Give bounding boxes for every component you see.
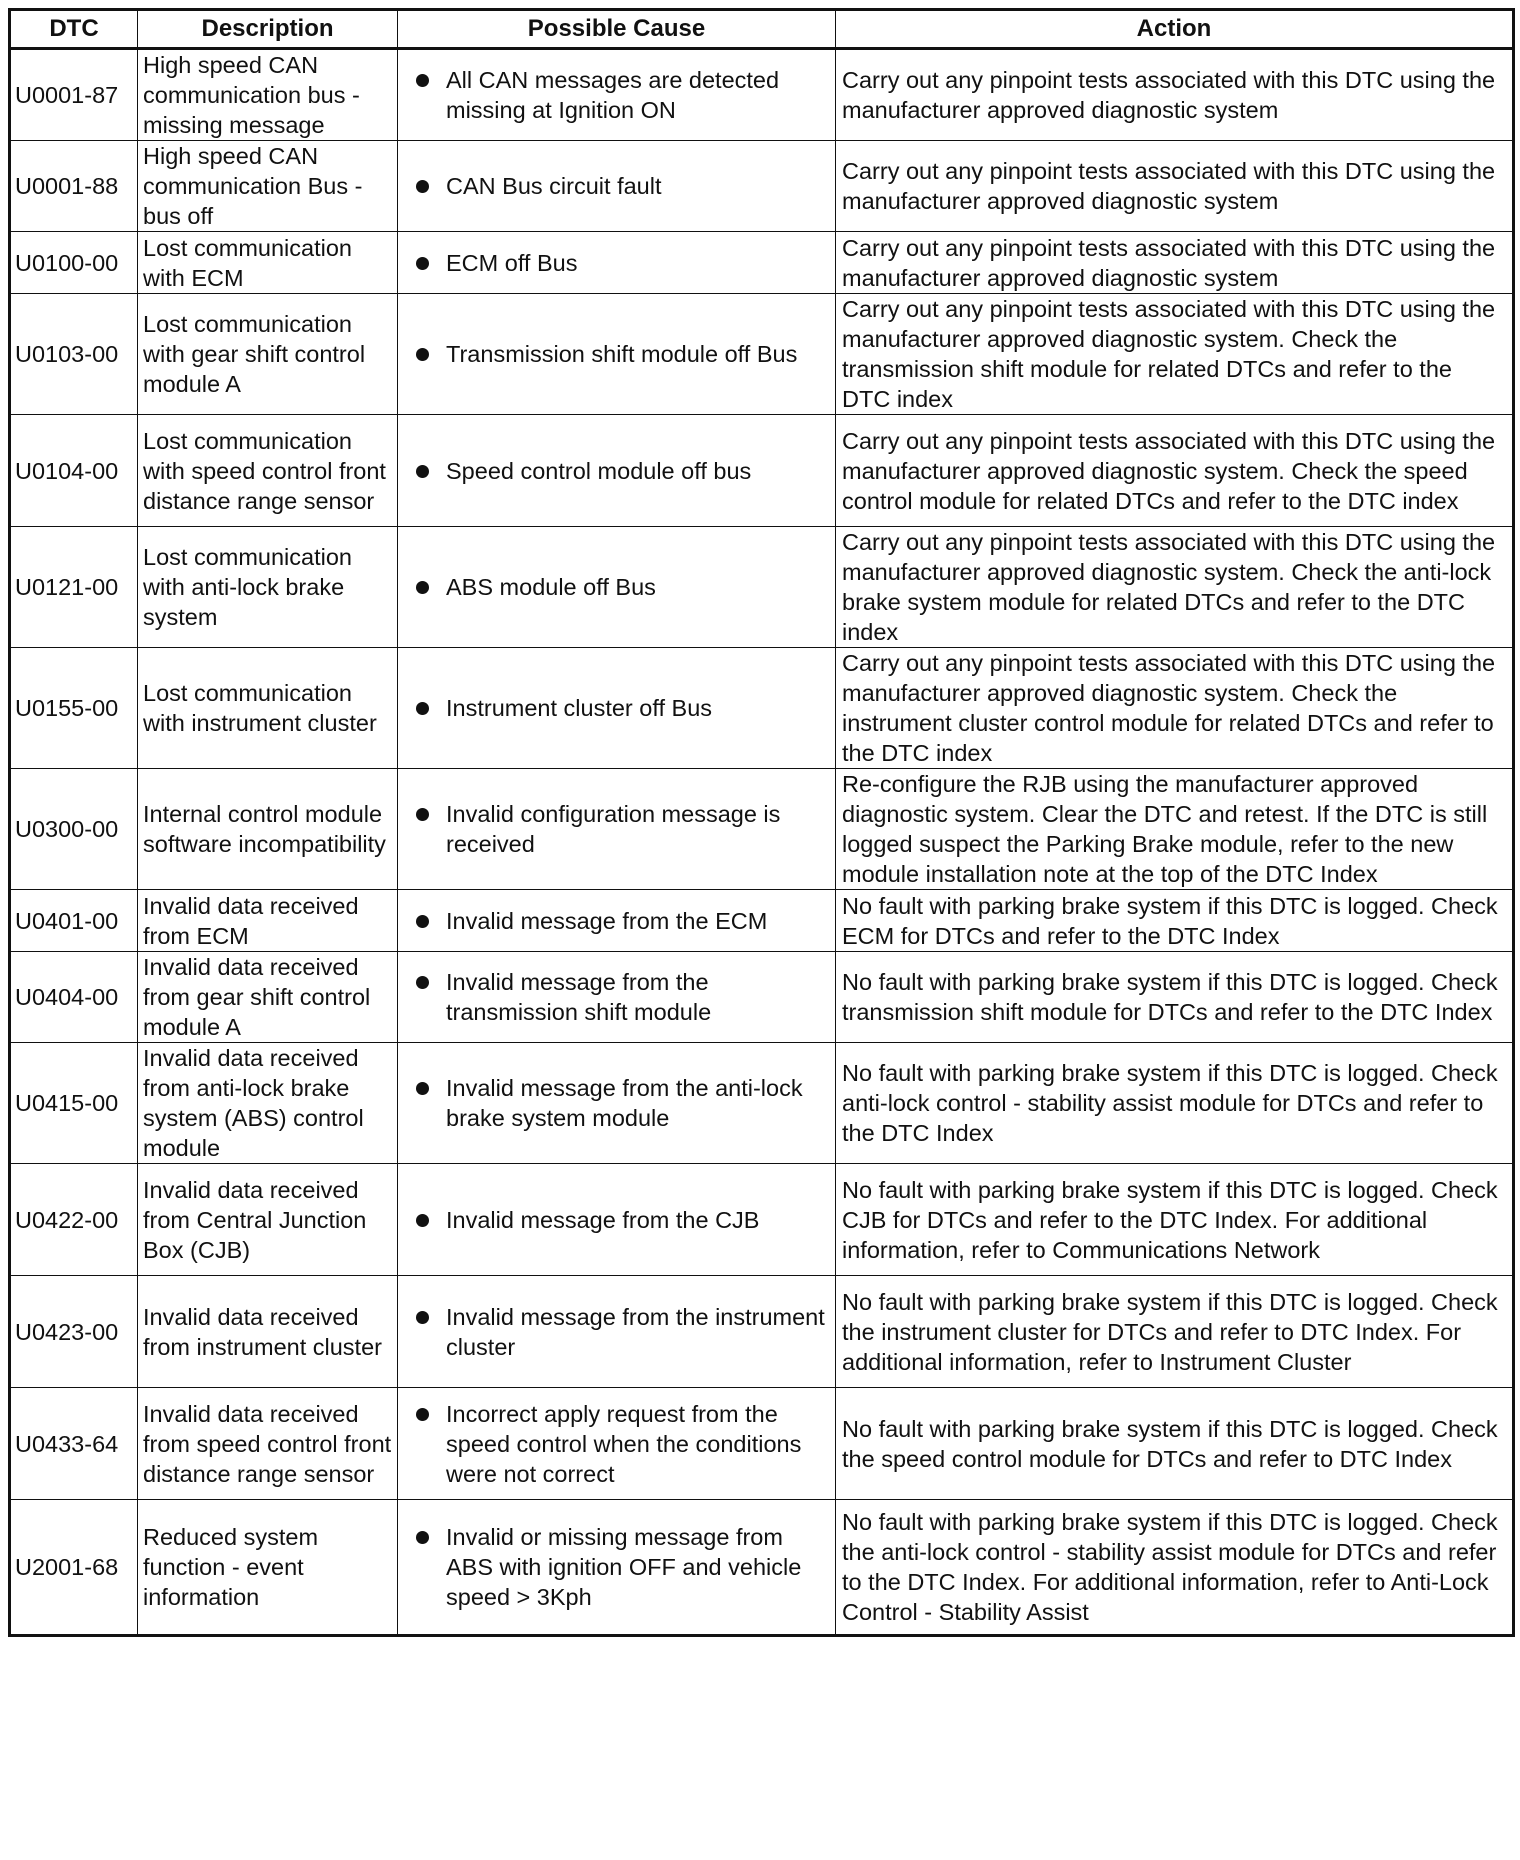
possible-cause-cell	[398, 232, 836, 294]
possible-cause-cell	[398, 49, 836, 141]
dtc-description: Invalid data received from Central Junction Box (CJB)	[138, 1164, 398, 1276]
dtc-code: U0155-00	[10, 648, 138, 769]
cause-bullet-item	[416, 1302, 829, 1362]
action-text: No fault with parking brake system if this DTC is logged. Check anti-lock control - stability assist module for DTCs and refer to the DTC Index	[836, 1043, 1514, 1164]
action-text: Carry out any pinpoint tests associated with this DTC using the manufacturer approved diagnostic system. Check the transmission shift module for related DTCs and refer to the DTC index	[836, 294, 1514, 415]
table-body	[10, 49, 1514, 1636]
possible-cause-text: ECM off Bus	[446, 249, 578, 276]
action-text: Carry out any pinpoint tests associated with this DTC using the manufacturer approved diagnostic system	[836, 232, 1514, 294]
possible-cause-text: Invalid message from the ECM	[446, 907, 768, 934]
dtc-code: U0103-00	[10, 294, 138, 415]
cause-bullet-item	[416, 967, 829, 1027]
possible-cause-cell	[398, 294, 836, 415]
action-text: Carry out any pinpoint tests associated with this DTC using the manufacturer approved diagnostic system	[836, 141, 1514, 232]
cause-bullet-item	[416, 339, 829, 369]
bullet-icon	[416, 581, 429, 594]
possible-cause-cell	[398, 527, 836, 648]
cause-bullet-item	[416, 693, 829, 723]
bullet-icon	[416, 257, 429, 270]
action-text: No fault with parking brake system if this DTC is logged. Check transmission shift module for DTCs and refer to the DTC Index	[836, 952, 1514, 1043]
action-text: No fault with parking brake system if this DTC is logged. Check the speed control module for DTCs and refer to DTC Index	[836, 1388, 1514, 1500]
table-row	[10, 232, 1514, 294]
possible-cause-text: CAN Bus circuit fault	[446, 173, 662, 199]
possible-cause-cell	[398, 1500, 836, 1636]
possible-cause-text: Instrument cluster off Bus	[446, 695, 713, 721]
bullet-icon	[416, 465, 429, 478]
possible-cause-cell	[398, 1388, 836, 1500]
possible-cause-cell	[398, 1164, 836, 1276]
dtc-code: U0401-00	[10, 890, 138, 952]
table-row	[10, 141, 1514, 232]
dtc-description: Invalid data received from ECM	[138, 890, 398, 952]
possible-cause-cell	[398, 769, 836, 890]
possible-cause-text: ABS module off Bus	[446, 574, 656, 600]
dtc-description: Invalid data received from instrument cluster	[138, 1276, 398, 1388]
possible-cause-cell	[398, 890, 836, 952]
dtc-description: Reduced system function - event information	[138, 1500, 398, 1636]
table-header-row	[10, 10, 1514, 49]
bullet-icon	[416, 808, 429, 821]
action-text: Re-configure the RJB using the manufacturer approved diagnostic system. Clear the DTC and retest. If the DTC is still logged suspect the Parking Brake module, refer to the new module installation note at the top of the DTC Index	[836, 769, 1514, 890]
table-row	[10, 294, 1514, 415]
table-row	[10, 1276, 1514, 1388]
possible-cause-text: Invalid or missing message from ABS with ignition OFF and vehicle speed > 3Kph	[446, 1524, 802, 1610]
possible-cause-cell	[398, 1276, 836, 1388]
table-row	[10, 1043, 1514, 1164]
table-row	[10, 648, 1514, 769]
bullet-icon	[416, 1214, 429, 1227]
cause-bullet-item	[416, 1073, 829, 1133]
dtc-code: U0300-00	[10, 769, 138, 890]
table-row	[10, 1500, 1514, 1636]
possible-cause-text: Invalid configuration message is received	[446, 801, 781, 857]
cause-bullet-item	[416, 1522, 829, 1612]
dtc-description: Lost communication with gear shift control module A	[138, 294, 398, 415]
bullet-icon	[416, 1082, 429, 1095]
cause-bullet-item	[416, 1205, 829, 1235]
dtc-code: U0415-00	[10, 1043, 138, 1164]
table-row	[10, 527, 1514, 648]
dtc-code: U0433-64	[10, 1388, 138, 1500]
header-dtc: DTC	[10, 10, 138, 49]
possible-cause-text: Speed control module off bus	[446, 457, 752, 484]
action-text: Carry out any pinpoint tests associated with this DTC using the manufacturer approved diagnostic system. Check the anti-lock brake system module for related DTCs and refer to the DTC index	[836, 527, 1514, 648]
cause-bullet-item	[416, 248, 829, 278]
action-text: No fault with parking brake system if this DTC is logged. Check ECM for DTCs and refer to the DTC Index	[836, 890, 1514, 952]
bullet-icon	[416, 1408, 429, 1421]
possible-cause-text: Invalid message from the transmission shift module	[446, 969, 712, 1025]
dtc-description: Internal control module software incompatibility	[138, 769, 398, 890]
action-text: Carry out any pinpoint tests associated with this DTC using the manufacturer approved diagnostic system. Check the speed control module for related DTCs and refer to the DTC index	[836, 415, 1514, 527]
possible-cause-text: All CAN messages are detected missing at Ignition ON	[446, 67, 780, 123]
dtc-code: U0404-00	[10, 952, 138, 1043]
possible-cause-cell	[398, 952, 836, 1043]
bullet-icon	[416, 74, 429, 87]
cause-bullet-item	[416, 906, 829, 936]
dtc-code: U0423-00	[10, 1276, 138, 1388]
bullet-icon	[416, 1531, 429, 1544]
header-description: Description	[138, 10, 398, 49]
action-text: Carry out any pinpoint tests associated with this DTC using the manufacturer approved diagnostic system	[836, 49, 1514, 141]
dtc-code: U0422-00	[10, 1164, 138, 1276]
table-row	[10, 1388, 1514, 1500]
possible-cause-text: Transmission shift module off Bus	[446, 341, 798, 367]
cause-bullet-item	[416, 171, 829, 201]
header-action: Action	[836, 10, 1514, 49]
bullet-icon	[416, 702, 429, 715]
dtc-code: U0104-00	[10, 415, 138, 527]
bullet-icon	[416, 1311, 429, 1324]
cause-bullet-item	[416, 572, 829, 602]
cause-bullet-item	[416, 65, 829, 125]
possible-cause-text: Invalid message from the anti-lock brake system module	[446, 1075, 803, 1131]
dtc-code: U0121-00	[10, 527, 138, 648]
action-text: Carry out any pinpoint tests associated with this DTC using the manufacturer approved diagnostic system. Check the instrument cluster control module for related DTCs and refer to the DTC index	[836, 648, 1514, 769]
dtc-table	[8, 8, 1515, 1637]
bullet-icon	[416, 976, 429, 989]
dtc-description: Lost communication with speed control front distance range sensor	[138, 415, 398, 527]
bullet-icon	[416, 180, 429, 193]
dtc-description: Invalid data received from speed control front distance range sensor	[138, 1388, 398, 1500]
dtc-code: U0001-87	[10, 49, 138, 141]
bullet-icon	[416, 915, 429, 928]
table-row	[10, 49, 1514, 141]
dtc-code: U0001-88	[10, 141, 138, 232]
dtc-description: Lost communication with anti-lock brake system	[138, 527, 398, 648]
possible-cause-cell	[398, 141, 836, 232]
action-text: No fault with parking brake system if this DTC is logged. Check the instrument cluster for DTCs and refer to DTC Index. For additional information, refer to Instrument Cluster	[836, 1276, 1514, 1388]
table-row	[10, 1164, 1514, 1276]
dtc-code: U2001-68	[10, 1500, 138, 1636]
table-row	[10, 415, 1514, 527]
dtc-description: Lost communication with instrument cluster	[138, 648, 398, 769]
header-possible-cause: Possible Cause	[398, 10, 836, 49]
table-row	[10, 952, 1514, 1043]
possible-cause-cell	[398, 415, 836, 527]
possible-cause-cell	[398, 1043, 836, 1164]
dtc-code: U0100-00	[10, 232, 138, 294]
bullet-icon	[416, 348, 429, 361]
dtc-description: High speed CAN communication bus - missing message	[138, 49, 398, 141]
action-text: No fault with parking brake system if this DTC is logged. Check the anti-lock control - stability assist module for DTCs and refer to the DTC Index. For additional information, refer to Anti-Lock Control - Stability Assist	[836, 1500, 1514, 1636]
possible-cause-cell	[398, 648, 836, 769]
possible-cause-text: Invalid message from the CJB	[446, 1206, 760, 1233]
dtc-description: High speed CAN communication Bus - bus off	[138, 141, 398, 232]
cause-bullet-item	[416, 456, 829, 486]
possible-cause-text: Incorrect apply request from the speed control when the conditions were not correct	[446, 1400, 802, 1487]
action-text: No fault with parking brake system if this DTC is logged. Check CJB for DTCs and refer to the DTC Index. For additional information, refer to Communications Network	[836, 1164, 1514, 1276]
cause-bullet-item	[416, 1399, 829, 1489]
dtc-description: Invalid data received from anti-lock brake system (ABS) control module	[138, 1043, 398, 1164]
possible-cause-text: Invalid message from the instrument cluster	[446, 1303, 825, 1360]
cause-bullet-item	[416, 799, 829, 859]
dtc-description: Invalid data received from gear shift control module A	[138, 952, 398, 1043]
table-row	[10, 769, 1514, 890]
table-row	[10, 890, 1514, 952]
dtc-description: Lost communication with ECM	[138, 232, 398, 294]
